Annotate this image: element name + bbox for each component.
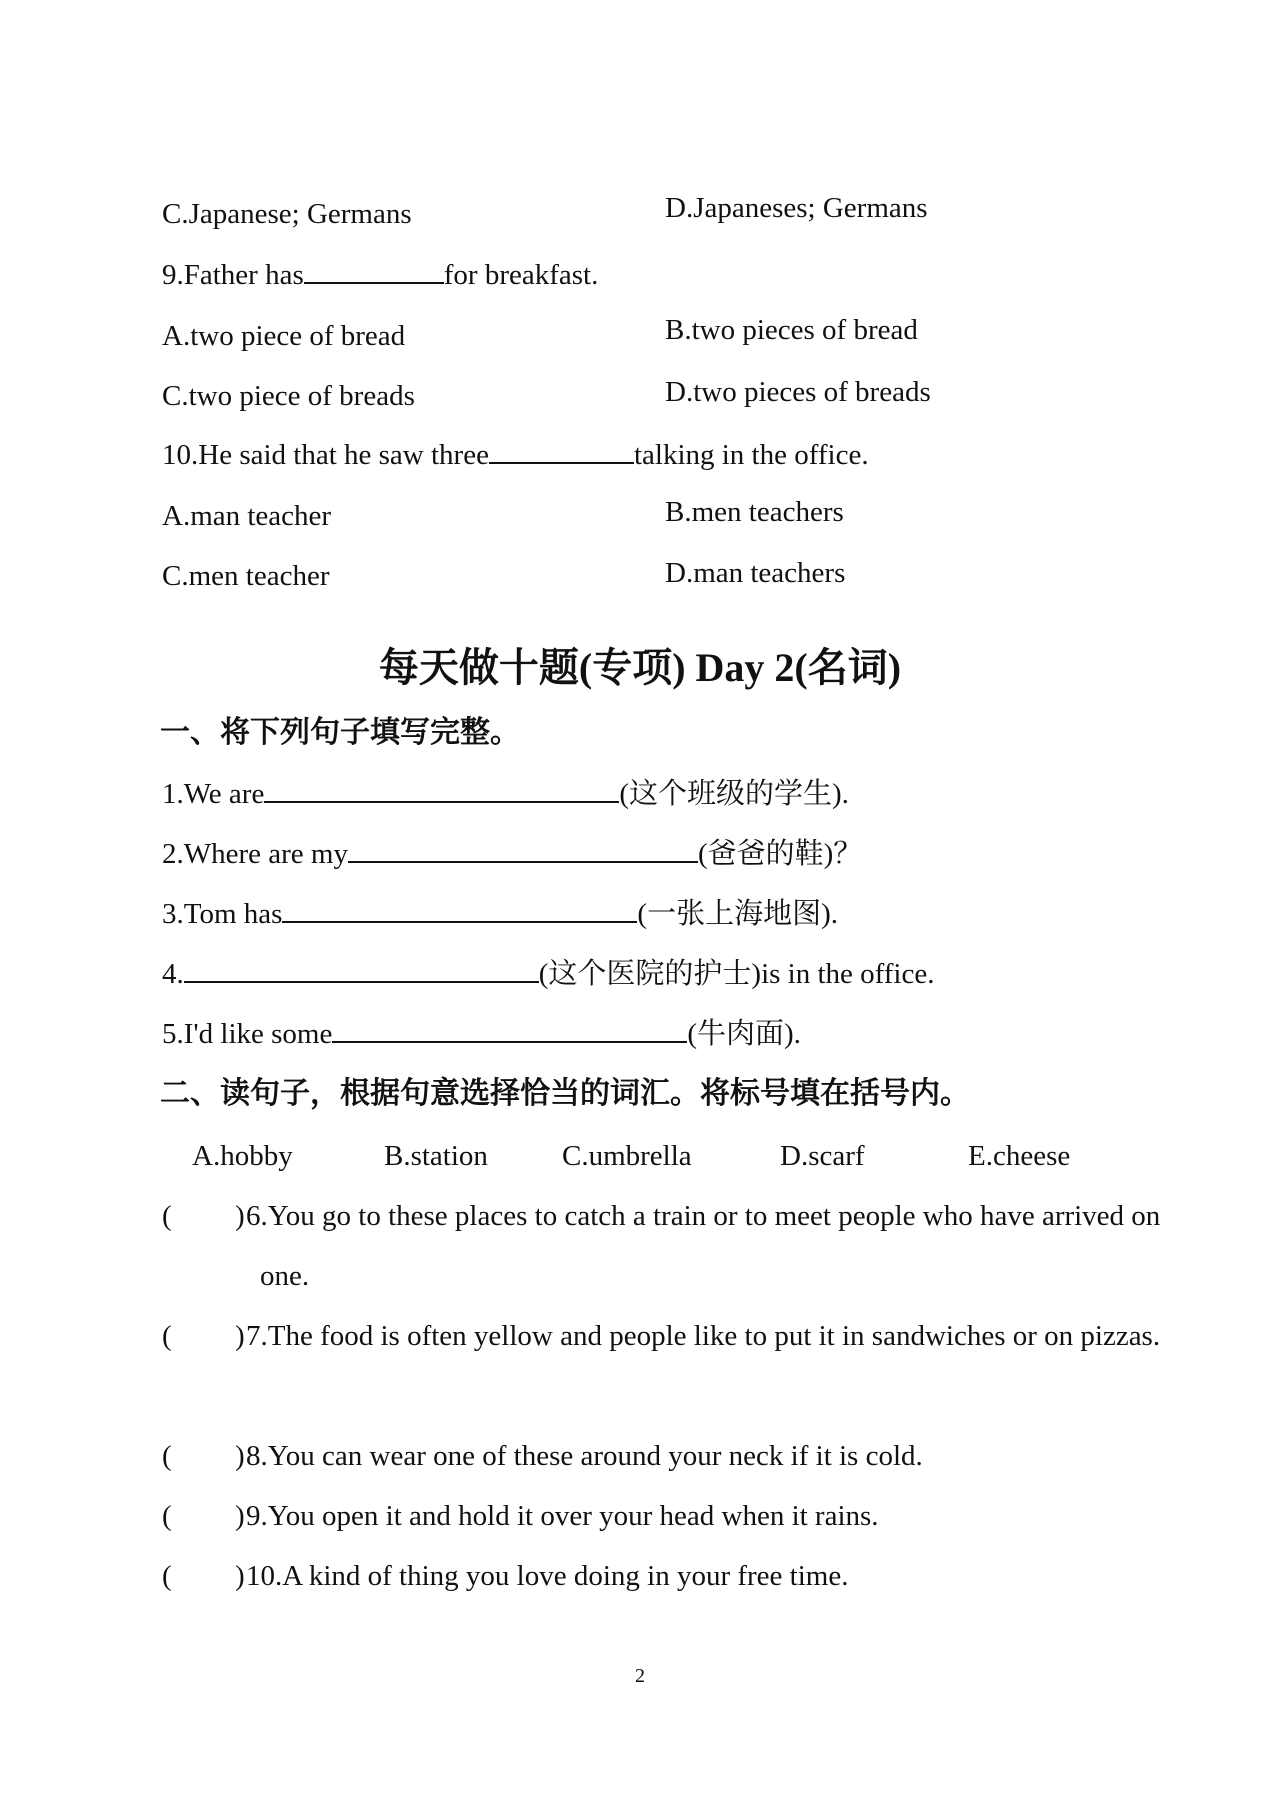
q9-option-d: D.two pieces of breads: [665, 376, 931, 408]
q9-blank: [304, 256, 444, 284]
q10-stem-after: talking in the office.: [633, 439, 869, 471]
q7-paren-open: (: [162, 1320, 172, 1352]
page-heading: 每天做十题(专项) Day 2(名词): [378, 645, 902, 690]
word-bank-scarf: D.scarf: [780, 1140, 865, 1172]
q9-option-b: B.two pieces of bread: [665, 314, 918, 346]
q8-text: 8.You can wear one of these around your neck if it is cold.: [246, 1440, 923, 1472]
part1-item-2-prefix: 2.Where are my: [162, 838, 348, 870]
q6-sentence: 6.You go to these places to catch a train or to meet people who have arrived on one.: [246, 1200, 1161, 1292]
part1-item-2-hint: (爸爸的鞋)？: [697, 838, 863, 870]
q7-text: [246, 1306, 1206, 1366]
word-bank-cheese: E.cheese: [968, 1140, 1071, 1172]
q9b-paren-open: (: [162, 1500, 172, 1532]
q8-option-d: D.Japaneses; Germans: [665, 192, 928, 224]
q9-stem-before: 9.Father has: [162, 259, 304, 291]
q6-paren-open: (: [162, 1200, 172, 1232]
part1-item-5-hint: (牛肉面).: [687, 1018, 801, 1050]
part1-item-5: [162, 1015, 801, 1052]
part1-item-5-prefix: 5.I'd like some: [162, 1018, 333, 1050]
q9b-paren-close: ): [235, 1500, 245, 1532]
part1-item-2-blank: [348, 835, 698, 863]
q9-option-a: A.two piece of bread: [162, 320, 406, 352]
part1-item-1-blank: [264, 775, 619, 803]
q10b-paren-close: ): [235, 1560, 245, 1592]
part1-item-3-blank: [282, 895, 637, 923]
q6-paren-close: ): [235, 1200, 245, 1232]
part1-title: 一、将下列句子填写完整。: [160, 716, 520, 749]
q10-stem-before: 10.He said that he saw three: [162, 439, 489, 471]
part1-item-3: [162, 895, 838, 932]
q7-paren-close: ): [235, 1320, 245, 1352]
q10-stem: [162, 436, 869, 473]
part1-item-1: [162, 775, 849, 812]
q8-paren-close: ): [235, 1440, 245, 1472]
q9b-text: 9.You open it and hold it over your head when it rains.: [246, 1500, 879, 1532]
q10-blank: [489, 436, 634, 464]
part1-item-4: [162, 955, 934, 992]
part1-item-4-hint: (这个医院的护士)is in the office.: [538, 958, 935, 990]
q7-sentence: 7.The food is often yellow and people like to put it in sandwiches or on pizzas.: [246, 1320, 1161, 1352]
part1-item-2: [162, 835, 862, 872]
part1-item-1-prefix: 1.We are: [162, 778, 265, 810]
q9-stem-after: for breakfast.: [443, 259, 599, 291]
part1-item-3-hint: (一张上海地图).: [637, 898, 838, 930]
page-number: 2: [635, 1665, 645, 1687]
q10b-text: 10.A kind of thing you love doing in your free time.: [246, 1560, 849, 1592]
q10b-paren-open: (: [162, 1560, 172, 1592]
q8-paren-open: (: [162, 1440, 172, 1472]
q8-option-c: C.Japanese; Germans: [162, 198, 412, 230]
part1-item-4-blank: [184, 955, 539, 983]
part1-item-3-prefix: 3.Tom has: [162, 898, 283, 930]
q10-option-a: A.man teacher: [162, 500, 332, 532]
q10-option-b: B.men teachers: [665, 496, 844, 528]
part1-item-5-blank: [332, 1015, 687, 1043]
q10-option-c: C.men teacher: [162, 560, 330, 592]
q9-stem: [162, 256, 598, 293]
word-bank-hobby: A.hobby: [192, 1140, 293, 1172]
part2-title: 二、读句子，根据句意选择恰当的词汇。将标号填在括号内。: [160, 1077, 970, 1110]
word-bank-station: B.station: [384, 1140, 488, 1172]
q10-option-d: D.man teachers: [665, 557, 846, 589]
word-bank-umbrella: C.umbrella: [562, 1140, 692, 1172]
q9-option-c: C.two piece of breads: [162, 380, 415, 412]
part1-item-1-hint: (这个班级的学生).: [619, 778, 849, 810]
part1-item-4-prefix: 4.: [162, 958, 184, 990]
q6-text: [246, 1186, 1206, 1306]
